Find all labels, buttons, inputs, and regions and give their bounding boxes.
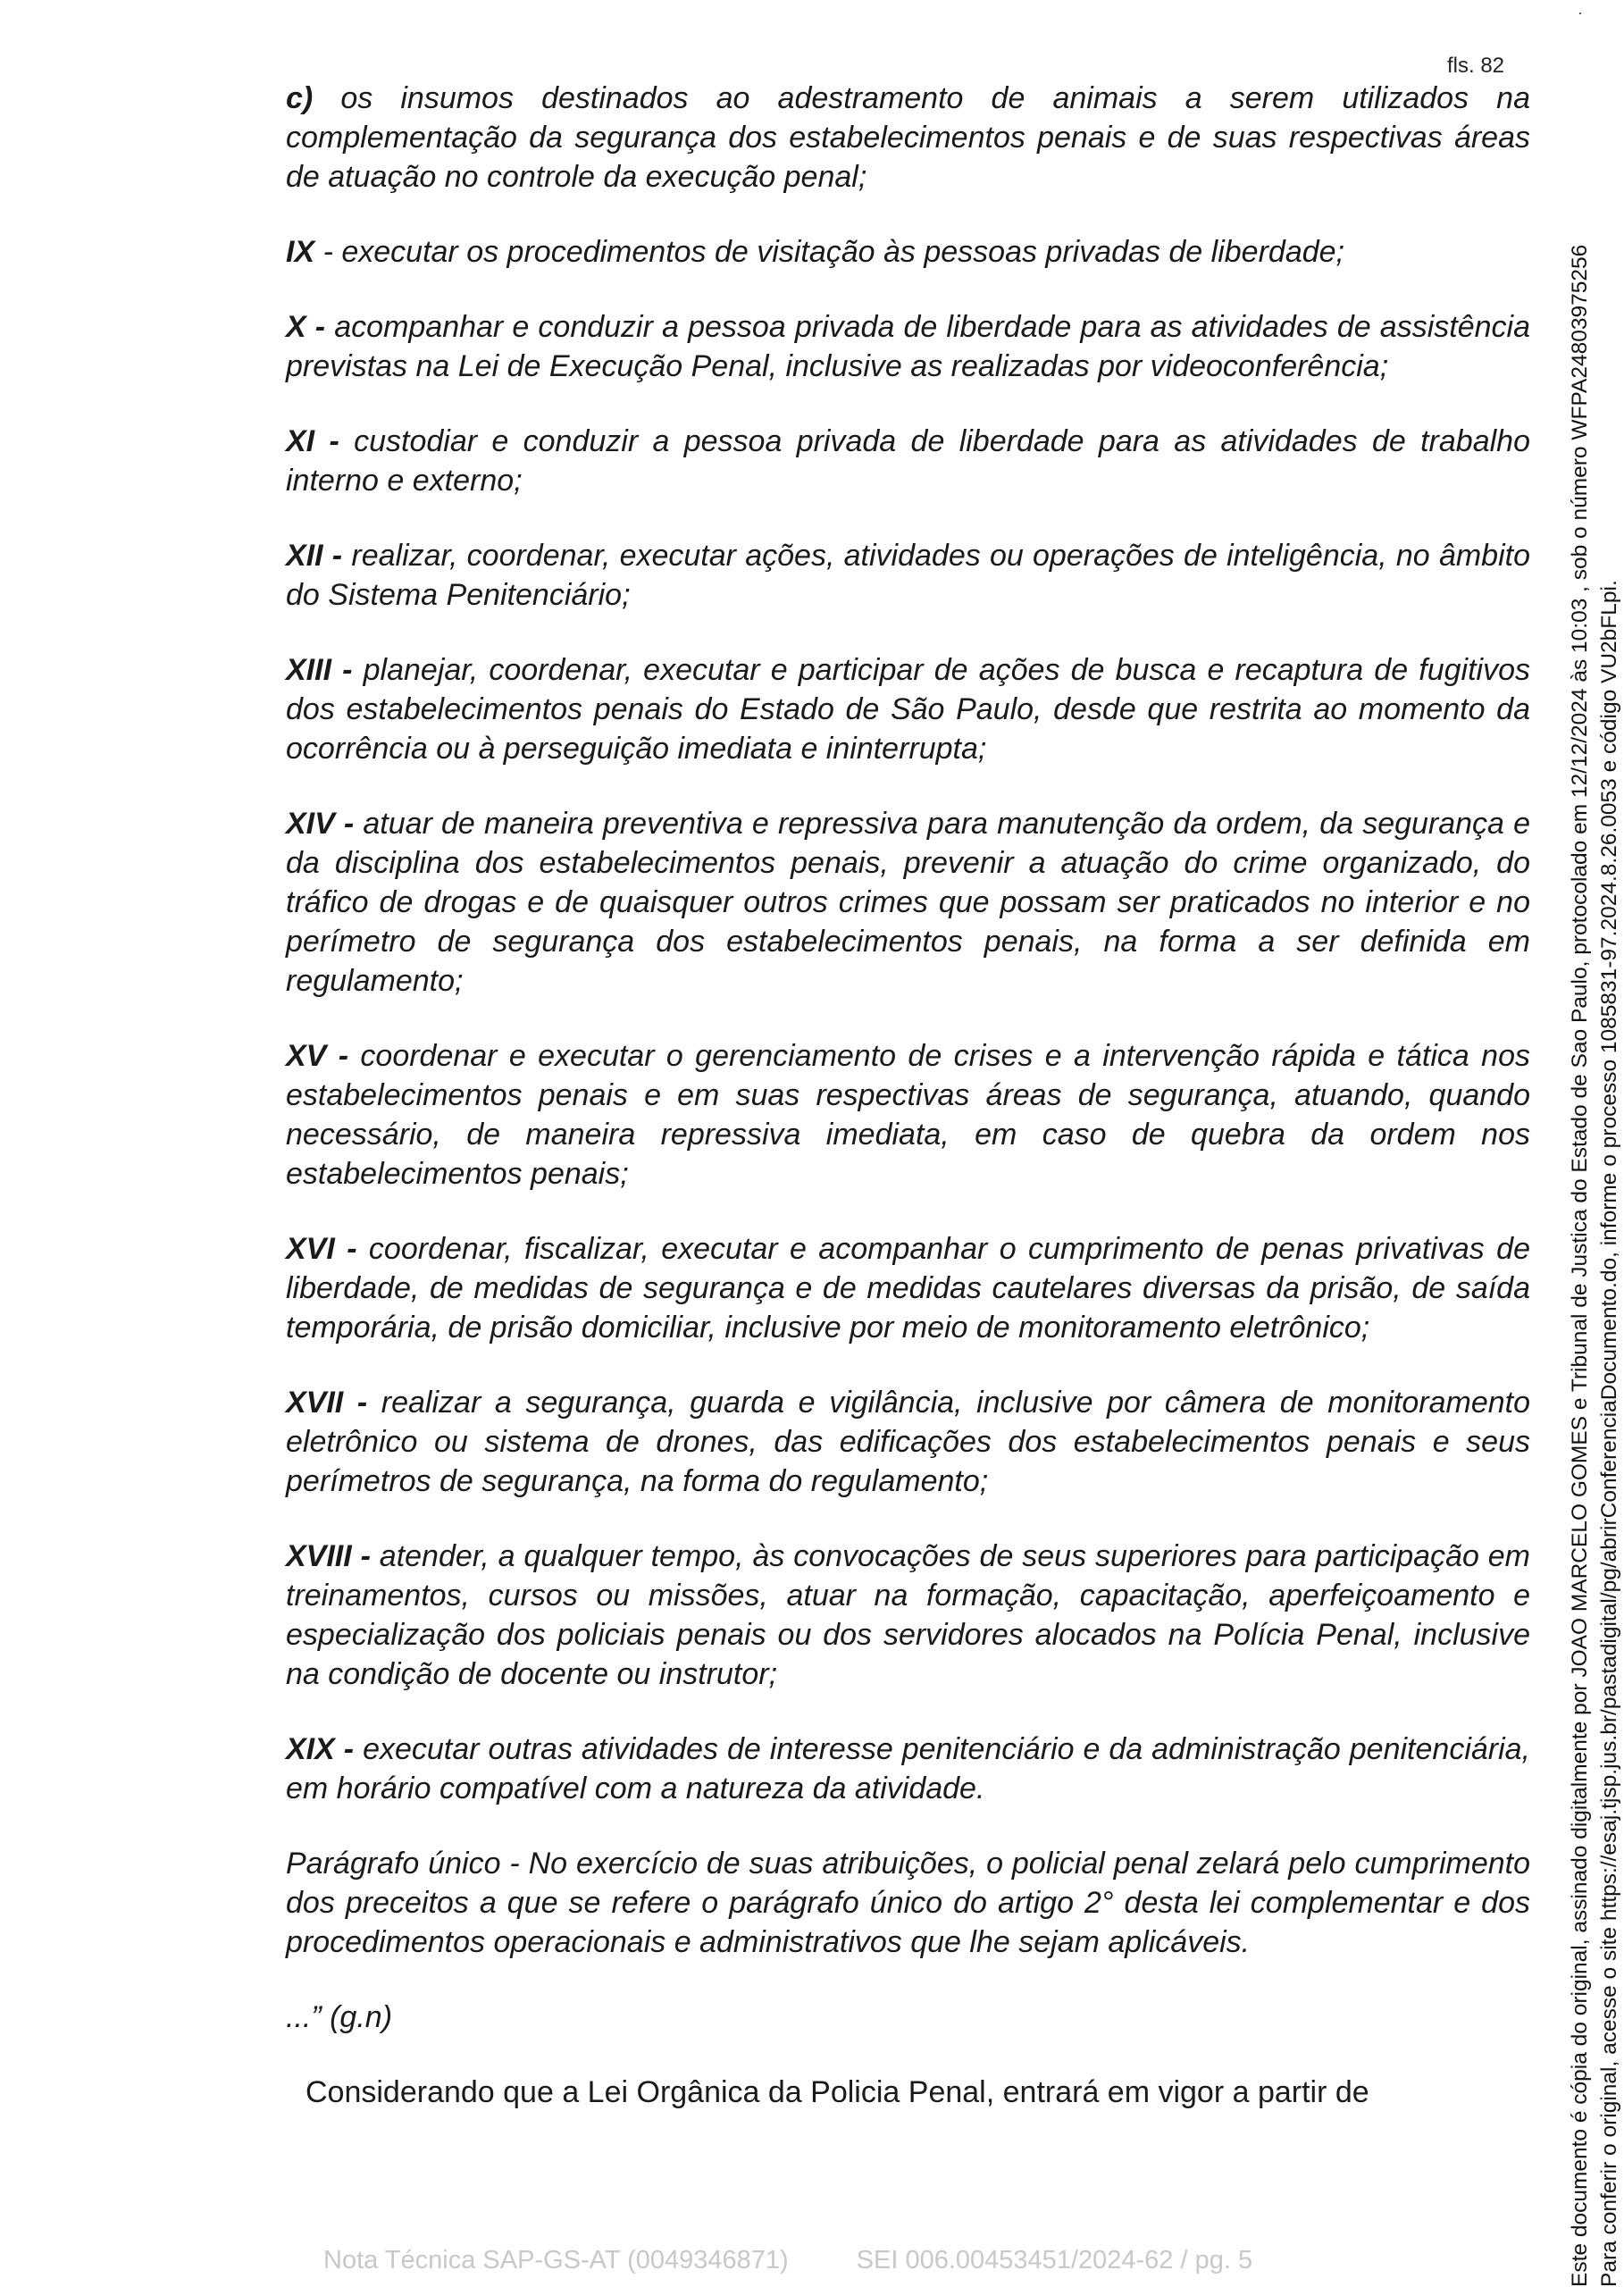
paragraph-xvii (286, 1383, 1530, 1501)
document-body (286, 79, 1530, 2112)
item-marker: XI - (286, 424, 339, 458)
paragraph-xiii (286, 650, 1530, 768)
item-text: realizar a segurança, guarda e vigilância, inclusive por câmera de monitoramento eletrônico ou sistema de drones, das edificações dos estabelecimentos penais e seus perímetros de segurança, na forma do regulamento; (286, 1386, 1530, 1498)
paragraph-xv (286, 1036, 1530, 1194)
digital-signature-stamp (1565, 36, 1624, 2287)
item-text: - executar os procedimentos de visitação às pessoas privadas de liberdade; (314, 235, 1344, 269)
item-marker: c) (286, 81, 314, 115)
stamp-line-verification: Para conferir o original, acesse o site https://esaj.tjsp.jus.br/pastadigital/pg/abrirConferenciaDocumento.do, informe o processo 1085831-97.2024.8.26.0053 e código VU2bFLpi. (1597, 580, 1621, 2287)
paragraph-xiv (286, 804, 1530, 1001)
footer-sei-reference: SEI 006.00453451/2024-62 / pg. 5 (856, 2246, 1253, 2274)
paragraph-xix (286, 1730, 1530, 1808)
item-marker: XII - (286, 539, 343, 573)
item-text: acompanhar e conduzir a pessoa privada de liberdade para as atividades de assistência previstas na Lei de Execução Penal, inclusive as realizadas por videoconferência; (286, 310, 1530, 383)
item-text: atender, a qualquer tempo, às convocações de seus superiores para participação em treinamentos, cursos ou missões, atuar na formação, capacitação, aperfeiçoamento e especialização dos policiais penais ou dos servidores alocados na Polícia Penal, inclusive na condição de docente ou instrutor; (286, 1539, 1530, 1691)
item-marker: XVIII - (286, 1539, 371, 1573)
item-text: coordenar, fiscalizar, executar e acompanhar o cumprimento de penas privativas de liberdade, de medidas de segurança e de medidas cautelares diversas da prisão, de saída temporária, de prisão domiciliar, inclusive por meio de monitoramento eletrônico; (286, 1232, 1530, 1345)
edge-mark (1579, 13, 1581, 14)
page-number: fls. 82 (1447, 54, 1505, 78)
closing-quote: ...” (g.n) (286, 2000, 393, 2034)
body-paragraph: Considerando que a Lei Orgânica da Policia Penal, entrará em vigor a partir de (306, 2075, 1369, 2109)
item-marker: XIII - (286, 653, 353, 687)
paragraph-x (286, 307, 1530, 386)
item-marker: IX (286, 235, 315, 269)
item-text: executar outras atividades de interesse penitenciário e da administração penitenciária, em horário compatível com a natureza da atividade. (286, 1732, 1531, 1805)
paragraph-c (286, 79, 1530, 197)
item-marker: XV - (286, 1039, 349, 1073)
item-marker: XIX - (286, 1732, 355, 1766)
item-text: atuar de maneira preventiva e repressiva para manutenção da ordem, da segurança e da disciplina dos estabelecimentos penais, prevenir a atuação do crime organizado, do tráfico de drogas e de quaisquer outros crimes que possam ser praticados no interior e no perímetro de segurança dos estabelecimentos penais, na forma a ser definida em regulamento; (286, 807, 1531, 998)
item-text: coordenar e executar o gerenciamento de crises e a intervenção rápida e tática nos estabelecimentos penais e em suas respectivas áreas de segurança, atuando, quando necessário, de maneira repressiva imediata, em caso de quebra da ordem nos estabelecimentos penais; (286, 1039, 1531, 1191)
page-footer (323, 2246, 1320, 2275)
footer-nota-tecnica: Nota Técnica SAP-GS-AT (0049346871) (323, 2246, 789, 2274)
item-text: os insumos destinados ao adestramento de animais a serem utilizados na complementação da segurança dos estabelecimentos penais e de suas respectivas áreas de atuação no controle da execução penal; (286, 81, 1530, 194)
item-marker: XVI - (286, 1232, 357, 1266)
stamp-line-signature: Este documento é cópia do original, assinado digitalmente por JOAO MARCELO GOMES e Tribunal de Justica do Estado de Sao Paulo, protocolado em 12/12/2024 às 10:03 , sob o número WFPA24803975256 (1568, 244, 1592, 2287)
item-text: custodiar e conduzir a pessoa privada de liberdade para as atividades de trabalho interno e externo; (286, 424, 1530, 498)
item-marker: XVII - (286, 1386, 368, 1420)
paragrafo-unico: Parágrafo único - No exercício de suas atribuições, o policial penal zelará pelo cumprimento dos preceitos a que se refere o parágrafo único do artigo 2° desta lei complementar e dos procedimentos operacionais e administrativos que lhe sejam aplicáveis. (286, 1847, 1530, 1959)
item-marker: XIV - (286, 807, 355, 841)
paragraph-xvi (286, 1229, 1530, 1347)
item-marker: X - (286, 310, 326, 344)
paragraph-xii (286, 536, 1530, 615)
paragraph-xi (286, 422, 1530, 500)
item-text: realizar, coordenar, executar ações, atividades ou operações de inteligência, no âmbito do Sistema Penitenciário; (286, 539, 1531, 612)
paragraph-ix (286, 232, 1530, 272)
paragraph-xviii (286, 1537, 1530, 1694)
item-text: planejar, coordenar, executar e participar de ações de busca e recaptura de fugitivos dos estabelecimentos penais do Estado de São Paulo, desde que restrita ao momento da ocorrência ou à perseguição imediata e ininterrupta; (286, 653, 1530, 766)
